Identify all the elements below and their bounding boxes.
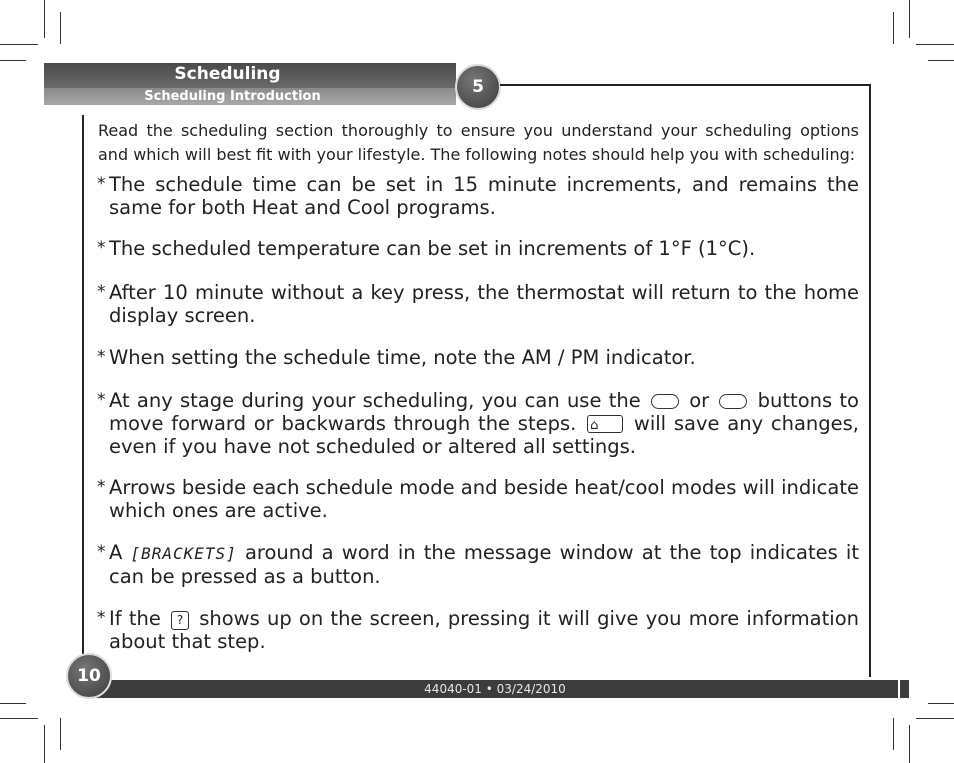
crop-mark [60,12,61,44]
crop-mark [893,718,894,750]
bullet-marker: * [97,608,106,628]
note-text: When setting the schedule time, note the AM / PM indicator. [109,346,696,369]
crop-mark [928,703,954,704]
note-item [98,173,859,219]
bullet-marker: * [97,390,106,410]
crop-mark [916,44,954,45]
note-item [98,389,859,458]
intro-paragraph: Read the scheduling section thoroughly to ensure you understand your scheduling options and which will best fit with your lifestyle. The following notes should help you with scheduling: [98,121,859,164]
note-text: The scheduled temperature can be set in increments of 1°F (1°C). [109,237,756,260]
bullet-marker: * [97,282,106,302]
crop-mark [44,0,45,38]
note-text: buttons to move forward or backwards through the steps. [109,389,859,435]
chapter-badge: 5 [455,64,501,110]
note-text: will save any changes, even if you have not scheduled or altered all settings. [109,412,859,458]
crop-mark [0,703,26,704]
crop-mark [60,718,61,750]
back-key-icon [651,394,679,409]
crop-mark [928,60,954,61]
home-key-icon [587,415,623,433]
crop-mark [44,725,45,763]
document-info: 44040-01 • 03/24/2010 [424,682,566,696]
crop-mark [0,718,38,719]
crop-mark [0,44,38,45]
crop-mark [909,725,910,763]
crop-mark [916,718,954,719]
crop-mark [893,12,894,44]
note-text: At any stage during your scheduling, you can use the [109,389,641,412]
note-text: around a word in the message window at the top indicates it can be pressed as a button. [109,541,859,588]
home-icon: ⌂ [590,418,599,433]
bullet-marker: * [97,347,106,367]
note-text: If the [109,607,161,630]
page-number-badge: 10 [66,653,112,699]
help-key-icon: ? [171,611,189,630]
crop-mark [909,0,910,38]
subsection-title: Scheduling Introduction [144,89,321,104]
note-text: A [109,541,123,564]
frame-top-rule [500,84,871,86]
bullet-marker: * [97,477,106,497]
bullet-marker: * [97,174,106,194]
section-title: Scheduling [174,64,281,84]
page-content [98,119,859,653]
note-item [98,476,859,522]
note-text: The schedule time can be set in 15 minute increments, and remains the same for both Heat and Cool programs. [109,173,859,219]
note-text: or [689,389,710,412]
frame-left-rule [82,115,84,665]
note-item [98,281,859,327]
note-item [98,607,859,653]
note-text: Arrows beside each schedule mode and beside heat/cool modes will indicate which ones are active. [109,476,859,522]
footer-end-block [900,680,909,698]
note-item [98,541,859,588]
note-text: shows up on the screen, pressing it will give you more information about that step. [109,607,859,653]
bullet-marker: * [97,238,106,258]
note-item [98,237,859,260]
note-item [98,346,859,369]
brackets-lcd-text: [BRACKETS] [130,544,237,563]
frame-right-rule [869,84,871,677]
forward-key-icon [719,394,747,409]
bullet-marker: * [97,542,106,562]
note-text: After 10 minute without a key press, the thermostat will return to the home display screen. [109,281,859,327]
crop-mark [0,60,26,61]
